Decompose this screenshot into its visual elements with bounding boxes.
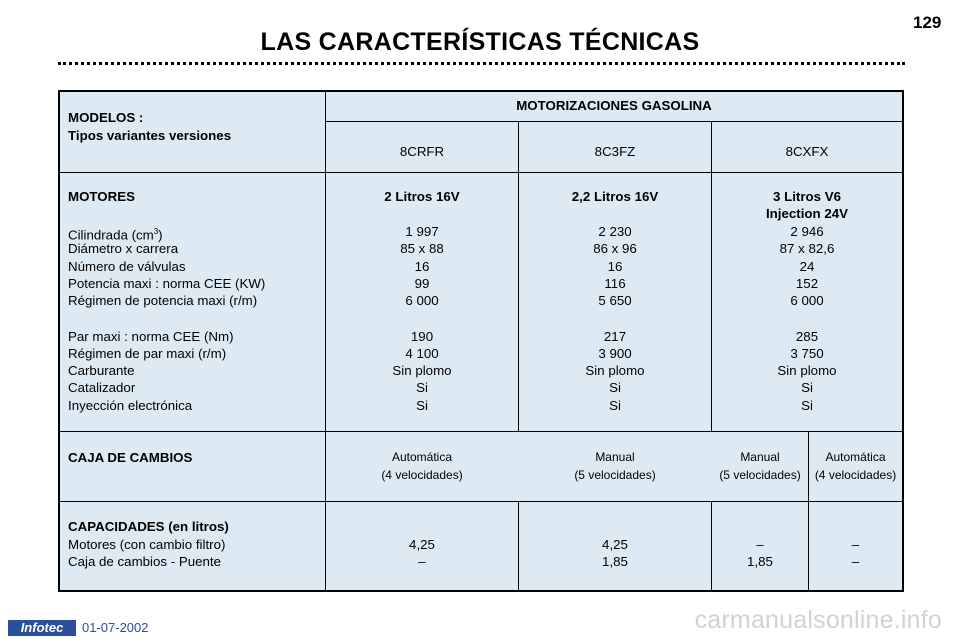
cell-par-2: 217 <box>603 329 627 344</box>
group-header: MOTORIZACIONES GASOLINA <box>516 98 712 113</box>
cell-regimen-potencia-2: 5 650 <box>598 293 632 308</box>
cell-carburante-3: Sin plomo <box>777 363 837 378</box>
cell-inyeccion-3: Si <box>801 398 813 413</box>
gearbox-4-type: Automática <box>825 450 886 464</box>
engine-name-2: 2,2 Litros 16V <box>571 189 659 204</box>
row-divider-gearbox <box>60 501 902 502</box>
engine-name-1: 2 Litros 16V <box>384 189 460 204</box>
cell-cilindrada-1: 1 997 <box>405 224 439 239</box>
gearbox-3-type: Manual <box>740 450 780 464</box>
cell-motores-capacidad-3: – <box>756 537 764 552</box>
cell-carburante-1: Sin plomo <box>392 363 452 378</box>
gearbox-4-speeds: (4 velocidades) <box>814 468 897 482</box>
cell-regimen-potencia-1: 6 000 <box>405 293 439 308</box>
engine-code-1: 8CRFR <box>399 144 445 159</box>
row-divider-group <box>326 121 902 122</box>
page-number: 129 <box>913 13 942 32</box>
row-label-par: Par maxi : norma CEE (Nm) <box>68 329 234 344</box>
engine-name-3-line2: Injection 24V <box>765 206 849 221</box>
cell-par-3: 285 <box>795 329 819 344</box>
cell-caja-capacidad-4: – <box>851 554 860 569</box>
engines-section: MOTORES <box>68 189 135 204</box>
row-label-carburante: Carburante <box>68 363 135 378</box>
cell-potencia-3: 152 <box>795 276 819 291</box>
gearbox-3-speeds: (5 velocidades) <box>719 468 801 482</box>
engine-code-3: 8CXFX <box>785 144 829 159</box>
cell-diametro-2: 86 x 96 <box>593 241 637 256</box>
row-label-cilindrada: Cilindrada $(cm^3)$ <box>68 227 163 243</box>
cell-diametro-1: 85 x 88 <box>400 241 444 256</box>
gearbox-1-type: Automática <box>391 450 453 464</box>
cell-caja-capacidad-1: – <box>418 554 426 569</box>
row-divider-header <box>60 172 902 173</box>
cell-catalizador-2: Si <box>609 380 621 395</box>
cell-regimen-potencia-3: 6 000 <box>790 293 824 308</box>
row-label-regimen-potencia: Régimen de potencia maxi (r/m) <box>68 293 258 308</box>
gearbox-section: CAJA DE CAMBIOS <box>68 450 193 465</box>
watermark: carmanualsonline.info <box>694 606 942 634</box>
variants-label: Tipos variantes versiones <box>68 128 232 143</box>
row-divider-engines <box>60 431 902 432</box>
cell-regimen-par-2: 3 900 <box>598 346 632 361</box>
cell-inyeccion-2: Si <box>609 398 621 413</box>
row-label-caja-capacidad: Caja de cambios - Puente <box>68 554 221 569</box>
cell-motores-capacidad-1: 4,25 <box>409 537 435 552</box>
cell-catalizador-3: Si <box>801 380 813 395</box>
cell-catalizador-1: Si <box>416 380 428 395</box>
cell-valvulas-1: 16 <box>414 259 430 274</box>
cell-cilindrada-2: 2 230 <box>598 224 632 239</box>
cell-caja-capacidad-3: 1,85 <box>747 554 773 569</box>
cell-potencia-2: 116 <box>604 276 626 291</box>
dotted-divider <box>58 62 905 65</box>
models-label: MODELOS : <box>68 110 144 125</box>
gearbox-1-speeds: (4 velocidades) <box>381 468 463 482</box>
cell-carburante-2: Sin plomo <box>585 363 645 378</box>
infotec-logo: Infotec <box>8 620 76 636</box>
cell-motores-capacidad-4: – <box>851 537 860 552</box>
row-label-diametro: Diámetro x carrera <box>68 241 179 256</box>
cell-cilindrada-3: 2 946 <box>790 224 824 239</box>
row-label-regimen-par: Régimen de par maxi (r/m) <box>68 346 227 361</box>
engine-code-2: 8C3FZ <box>594 144 636 159</box>
footer-date: 01-07-2002 <box>82 620 149 635</box>
row-label-potencia: Potencia maxi : norma CEE (KW) <box>68 276 266 291</box>
gearbox-2-type: Manual <box>595 450 635 464</box>
row-label-valvulas: Número de válvulas <box>68 259 186 274</box>
cell-potencia-1: 99 <box>414 276 430 291</box>
row-label-motores-capacidad: Motores (con cambio filtro) <box>68 537 226 552</box>
cell-diametro-3: 87 x 82,6 <box>779 241 835 256</box>
page-title: LAS CARACTERÍSTICAS TÉCNICAS <box>260 28 700 56</box>
cell-regimen-par-1: 4 100 <box>405 346 439 361</box>
row-label-inyeccion: Inyección electrónica <box>68 398 193 413</box>
cell-valvulas-2: 16 <box>607 259 623 274</box>
cell-valvulas-3: 24 <box>799 259 815 274</box>
cell-motores-capacidad-2: 4,25 <box>602 537 628 552</box>
capacities-section: CAPACIDADES (en litros) <box>68 519 229 534</box>
specs-table <box>58 90 904 592</box>
cell-caja-capacidad-2: 1,85 <box>602 554 628 569</box>
row-label-catalizador: Catalizador <box>68 380 136 395</box>
engine-name-3: 3 Litros V6 <box>773 189 841 204</box>
gearbox-2-speeds: (5 velocidades) <box>574 468 656 482</box>
cell-par-1: 190 <box>410 329 434 344</box>
cell-inyeccion-1: Si <box>416 398 428 413</box>
cell-regimen-par-3: 3 750 <box>790 346 824 361</box>
